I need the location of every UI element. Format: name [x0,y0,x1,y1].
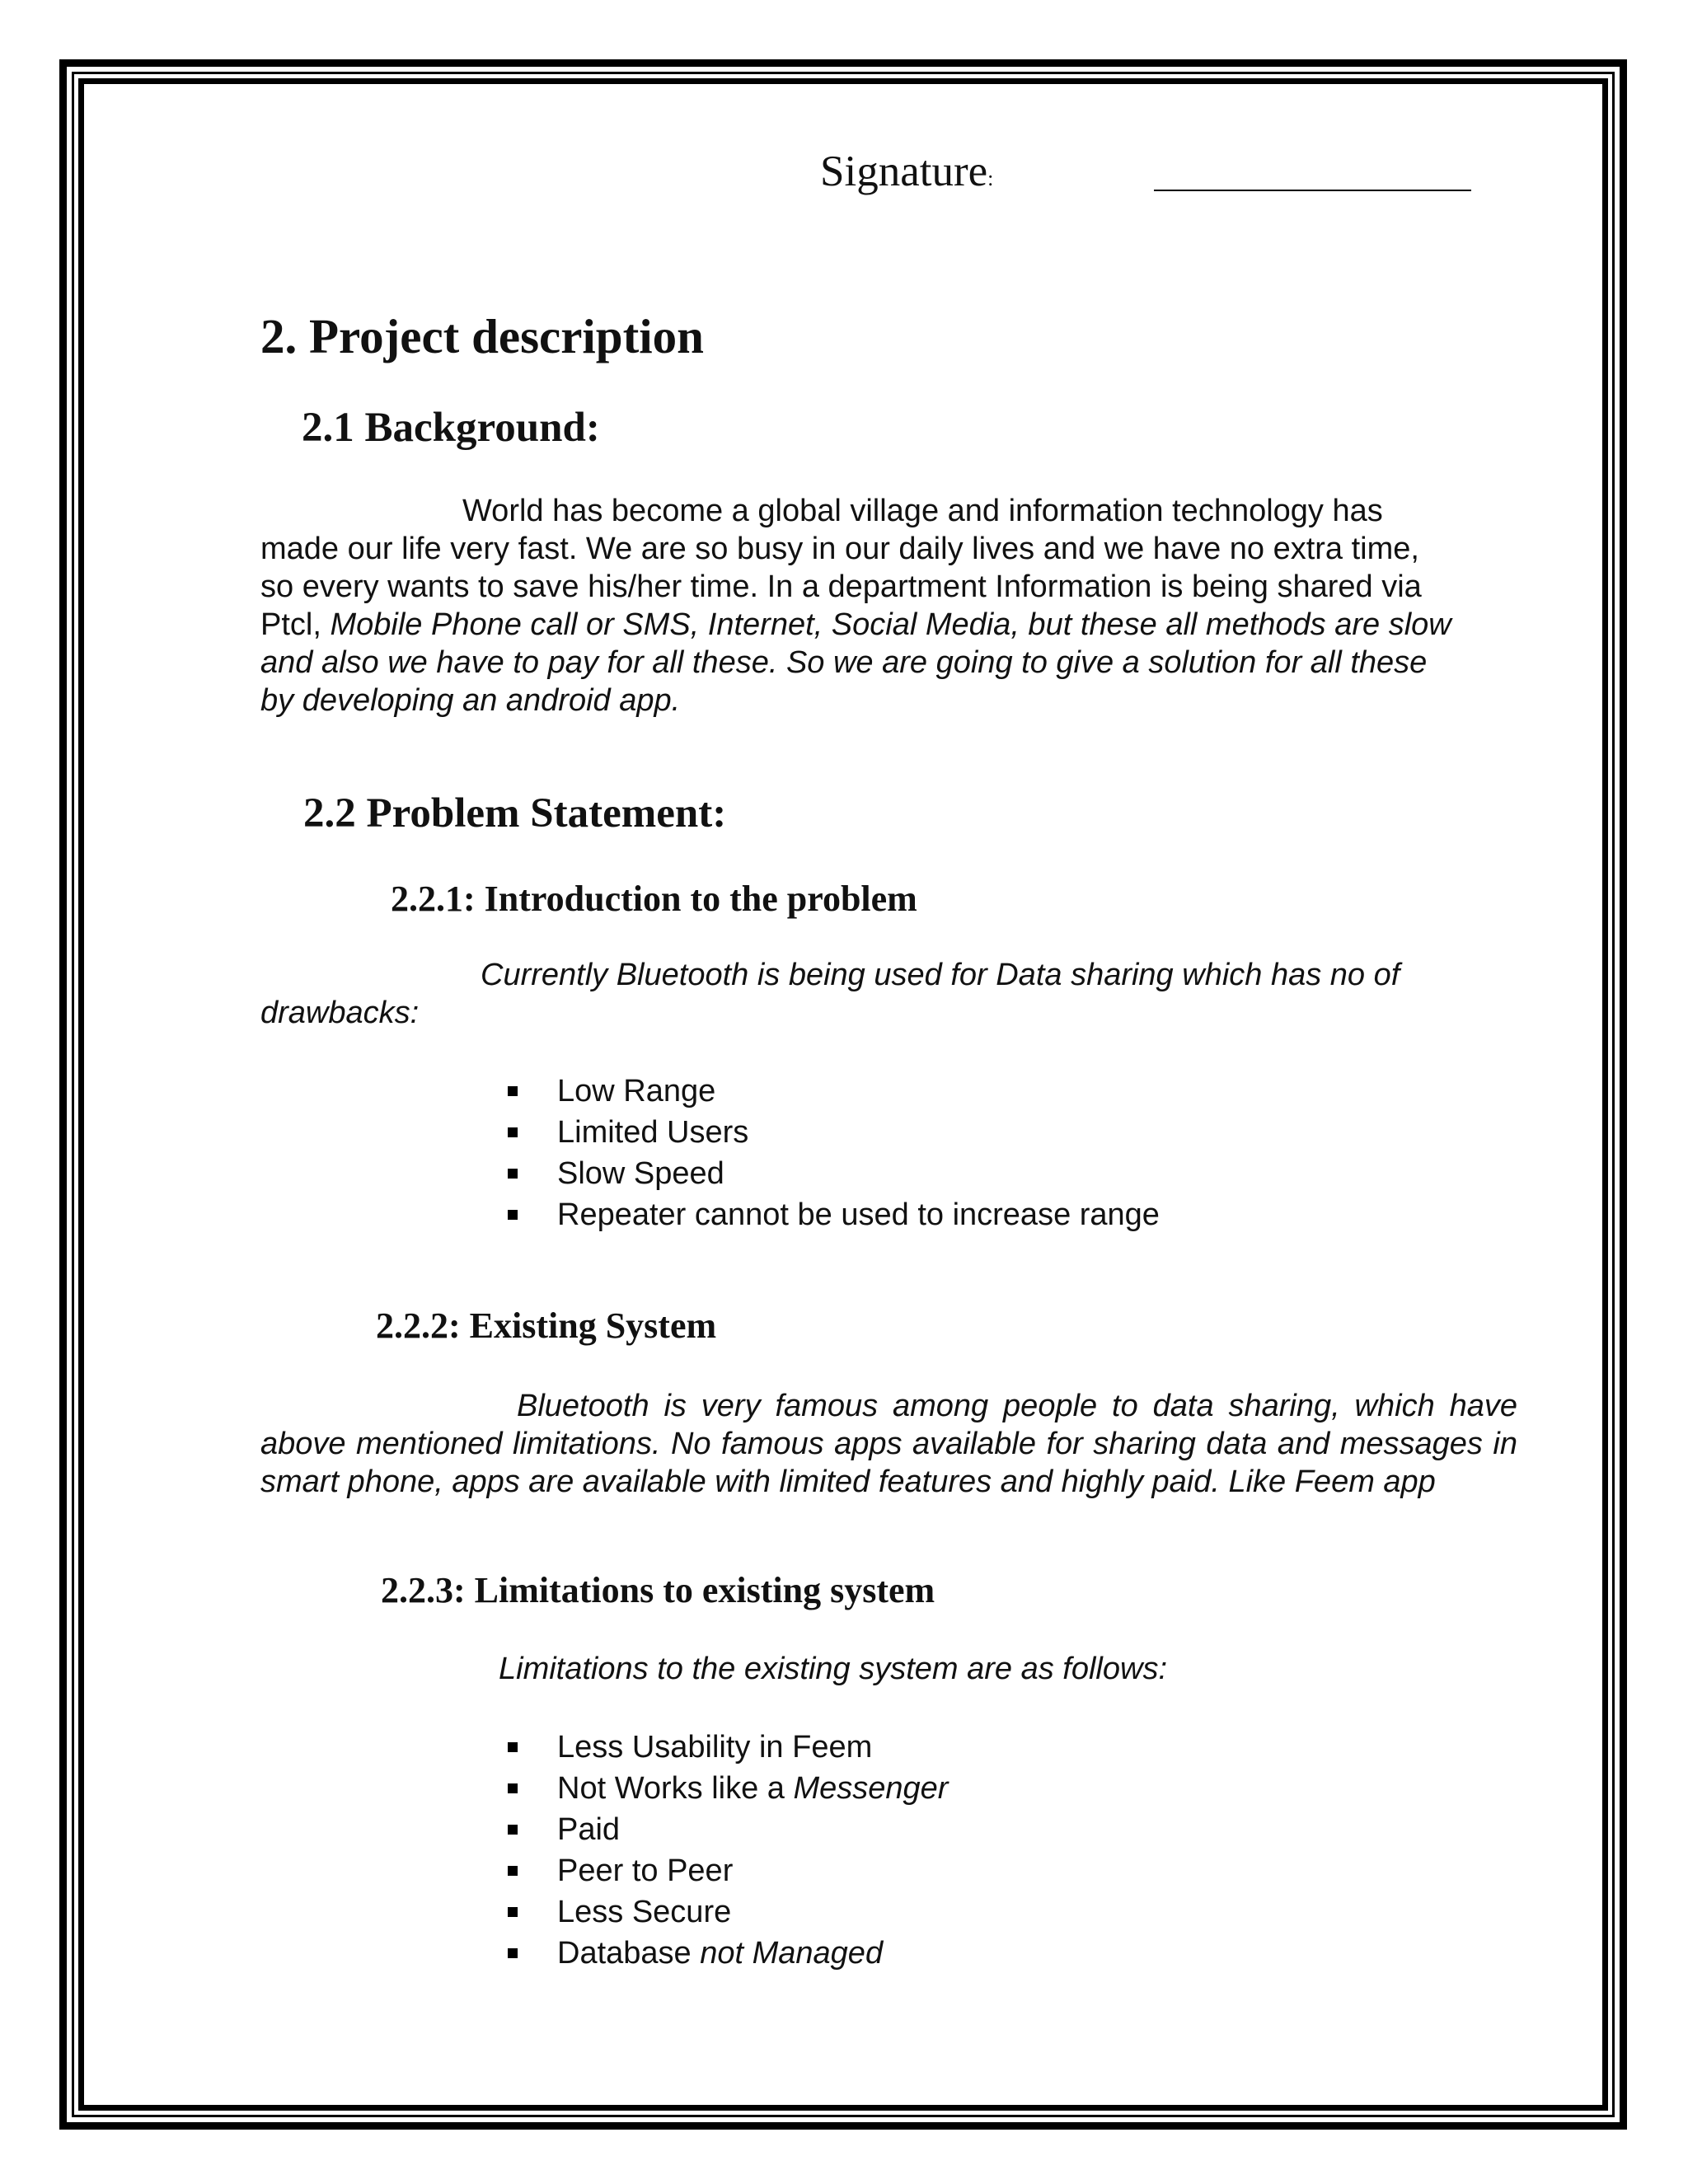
square-bullet-icon [508,1783,518,1793]
list-item: Peer to Peer [508,1850,948,1891]
problem-heading: 2.2 Problem Statement: [303,790,727,837]
existing-heading: 2.2.2: Existing System [376,1305,717,1346]
section-title: 2. Project description [260,309,704,363]
drawbacks-list [508,1071,1160,1235]
square-bullet-icon [508,1825,518,1835]
signature-line [1154,190,1471,191]
square-bullet-icon [508,1210,518,1220]
list-item: Paid [508,1809,948,1850]
intro-line-2: drawbacks: [260,996,420,1030]
intro-heading: 2.2.1: Introduction to the problem [391,879,917,919]
signature-label: Signature: [820,148,994,195]
limitations-list [508,1727,948,1974]
background-line-2: made our life very fast. We are so busy in our daily lives and we have no extra time, [260,532,1419,566]
background-line-3: so every wants to save his/her time. In a department Information is being shared via [260,569,1422,604]
list-item: Less Secure [508,1891,948,1933]
list-item: Limited Users [508,1112,1160,1153]
limitations-heading: 2.2.3: Limitations to existing system [381,1570,935,1610]
background-paragraph [260,492,1517,719]
background-line-6: by developing an android app. [260,683,681,718]
background-line-1: World has become a global village and information technology has [462,494,1383,528]
existing-paragraph: Bluetooth is very famous among people to data sharing, which have above mentioned limitations. No famous apps available for sharing data and messages in smart phone, apps are available with limited features and highly paid. Like Feem app [260,1389,1517,1499]
intro-paragraph [260,956,1517,1032]
square-bullet-icon [508,1907,518,1917]
list-item: Database not Managed [508,1933,948,1974]
list-item: Not Works like a Messenger [508,1768,948,1809]
square-bullet-icon [508,1086,518,1096]
background-line-5: and also we have to pay for all these. So we are going to give a solution for all these [260,645,1428,680]
list-item: Slow Speed [508,1153,1160,1194]
square-bullet-icon [508,1127,518,1137]
list-item: Less Usability in Feem [508,1727,948,1768]
square-bullet-icon [508,1742,518,1752]
list-item: Low Range [508,1071,1160,1112]
limitations-intro: Limitations to the existing system are as follows: [499,1652,1168,1686]
square-bullet-icon [508,1866,518,1876]
square-bullet-icon [508,1948,518,1958]
background-heading: 2.1 Background: [302,405,600,451]
square-bullet-icon [508,1169,518,1179]
background-line-4: Ptcl, Mobile Phone call or SMS, Internet, Social Media, but these all methods are slow [260,607,1451,642]
intro-line-1: Currently Bluetooth is being used for Data sharing which has no of [481,958,1400,992]
list-item: Repeater cannot be used to increase range [508,1194,1160,1235]
